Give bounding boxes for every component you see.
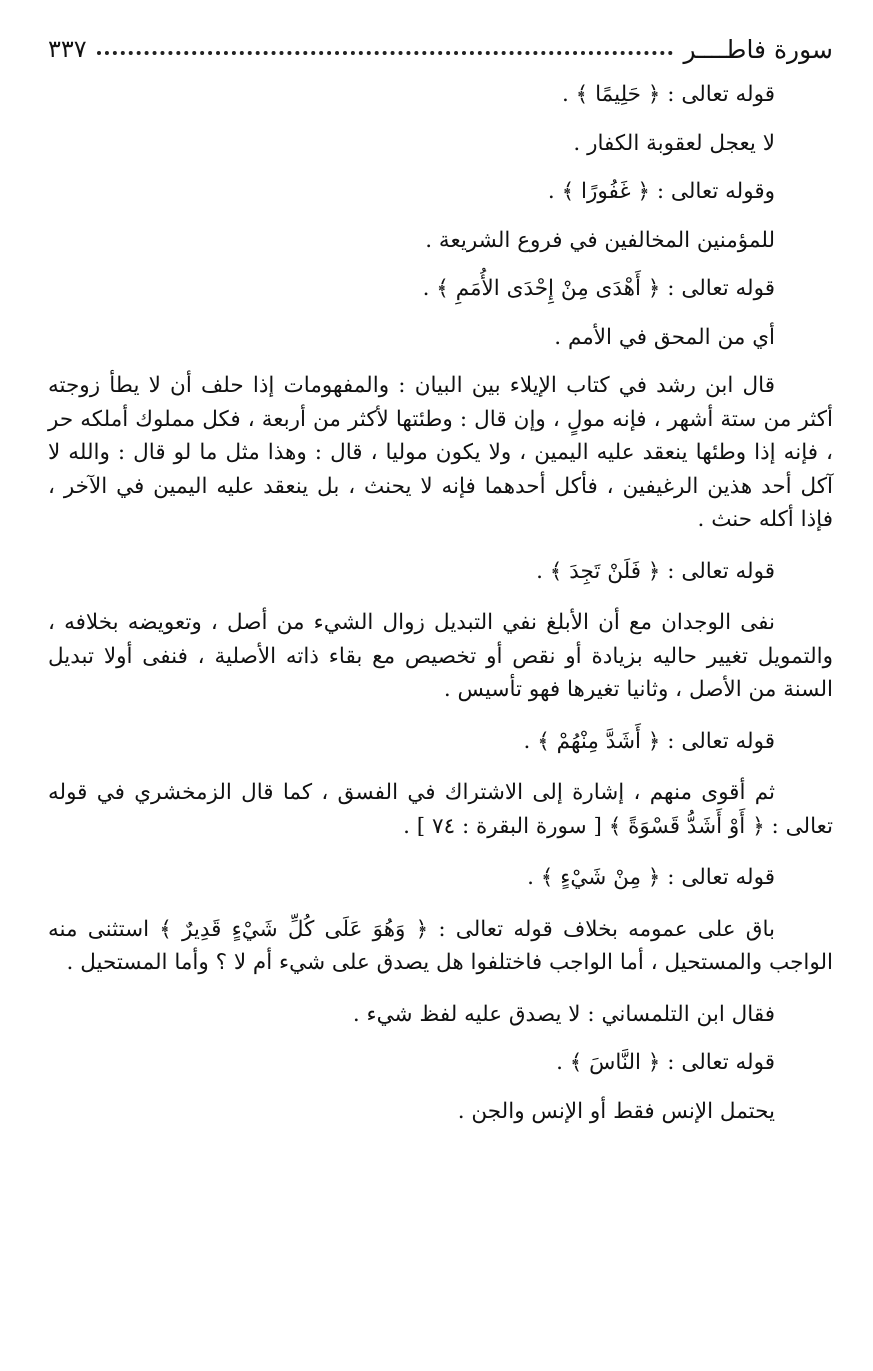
verse-heading: وقوله تعالى : ﴿ غَفُورًا ﴾ . <box>547 179 775 204</box>
page-body <box>48 78 833 1143</box>
commentary-paragraph: أي من المحق في الأمم . <box>554 324 775 350</box>
verse-heading: قوله تعالى : ﴿ أَشَدَّ مِنْهُمْ ﴾ . <box>523 728 775 754</box>
surah-title: سورة فاطــــر <box>683 34 833 64</box>
verse-heading: قوله تعالى : ﴿ أَهْدَى مِنْ إِحْدَى الأُمَمِ ﴾ . <box>422 276 775 301</box>
commentary-paragraph: باق على عمومه بخلاف قوله تعالى : ﴿ وَهُوَ عَلَى كُلِّ شَيْءٍ قَدِيرٌ ﴾ استثنى منه الواجب والمستحيل ، أما الواجب فاختلفوا هل يصدق على شيء أم لا ؟ وأما المستحيل . <box>48 916 833 975</box>
commentary-paragraph: يحتمل الإنس فقط أو الإنس والجن . <box>457 1098 775 1124</box>
verse-heading: قوله تعالى : ﴿ فَلَنْ تَجِدَ ﴾ . <box>536 558 775 584</box>
commentary-paragraph: للمؤمنين المخالفين في فروع الشريعة . <box>425 227 775 253</box>
verse-heading: قوله تعالى : ﴿ حَلِيمًا ﴾ . <box>562 82 775 107</box>
commentary-paragraph: فقال ابن التلمساني : لا يصدق عليه لفظ شيء . <box>352 1001 775 1027</box>
verse-heading: قوله تعالى : ﴿ مِنْ شَيْءٍ ﴾ . <box>527 865 775 890</box>
page-number: ٣٣٧ <box>48 35 87 63</box>
verse-heading: قوله تعالى : ﴿ النَّاسَ ﴾ . <box>556 1050 775 1075</box>
page-header <box>48 30 833 68</box>
commentary-paragraph: ثم أقوى منهم ، إشارة إلى الاشتراك في الفسق ، كما قال الزمخشري في قوله تعالى : ﴿ أَوْ أَشَدُّ قَسْوَةً ﴾ [ سورة البقرة : ٧٤ ] . <box>48 780 833 839</box>
header-dotted-leader <box>97 51 674 55</box>
commentary-paragraph: نفى الوجدان مع أن الأبلغ نفي التبديل زوال الشيء من أصل ، وتعويضه بخلافه ، والتمويل تغيير حاليه بزيادة أو نقص أو تخصيص مع بقاء ذاته الأصلية ، فنفى أولا تبديل السنة من الأصل ، وثانيا تغيرها فهو تأسيس . <box>48 610 833 702</box>
commentary-paragraph: لا يعجل لعقوبة الكفار . <box>573 130 775 156</box>
commentary-paragraph: قال ابن رشد في كتاب الإيلاء بين البيان : والمفهومات إذا حلف أن لا يطأ زوجته أكثر من ستة أشهر ، فإنه مولٍ ، وإن قال : وطئتها لأكثر من أربعة ، فكل مملوك أملكه حر ، فإنه إذا وطئها ينعقد عليه اليمين ، ولا يكون موليا ، قال : وهذا مثل ما لو قال : والله لا آكل أحد هذين الرغيفين ، فأكل أحدهما فإنه لا يحنث ، بل ينعقد عليه اليمين في الآخر ، فإذا أكله حنث . <box>48 373 833 532</box>
